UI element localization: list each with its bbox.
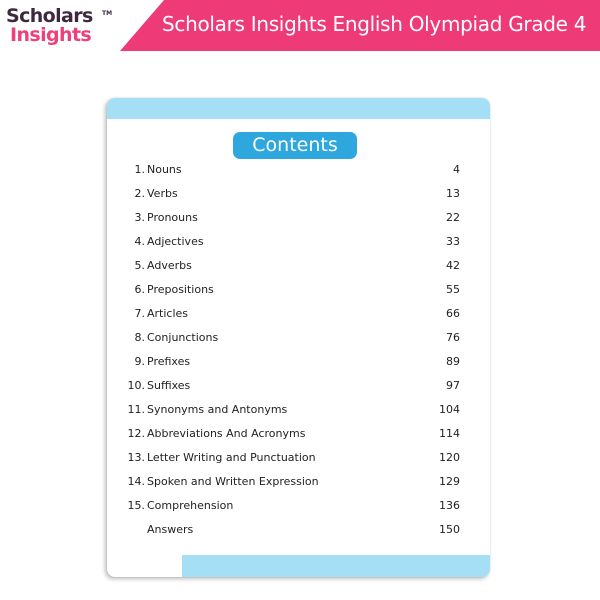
toc-number: 4.: [134, 235, 145, 248]
toc-title: Conjunctions: [147, 331, 219, 344]
toc-row: [107, 159, 490, 181]
logo-word-2-text: Insights: [10, 24, 92, 46]
card-top-stripe: [107, 98, 490, 119]
toc-page: 104: [439, 403, 460, 416]
toc-row: [107, 327, 490, 349]
toc-row: [107, 447, 490, 469]
toc-number: 13.: [127, 451, 145, 464]
toc-number: 8.: [134, 331, 145, 344]
book-title: Scholars Insights English Olympiad Grade 4: [162, 12, 587, 36]
toc-title: Verbs: [147, 187, 178, 200]
toc-number: 2.: [134, 187, 145, 200]
toc-page: 4: [453, 163, 460, 176]
toc-title: Comprehension: [147, 499, 234, 512]
logo-word-1: [6, 6, 93, 26]
toc-row: [107, 399, 490, 421]
toc-title: Abbreviations And Acronyms: [147, 427, 306, 440]
toc-row: [107, 375, 490, 397]
toc-page: 66: [446, 307, 460, 320]
toc-row: [107, 495, 490, 517]
toc-title: Prepositions: [147, 283, 214, 296]
toc-page: 97: [446, 379, 460, 392]
toc-number: 14.: [127, 475, 145, 488]
toc-row: [107, 279, 490, 301]
toc-row: [107, 351, 490, 373]
toc-page: 129: [439, 475, 460, 488]
toc-page: 136: [439, 499, 460, 512]
card-bottom-stripe: [182, 555, 490, 577]
toc-row-answers: [107, 519, 490, 541]
scholars-insights-logo: [6, 6, 116, 50]
toc-title: Synonyms and Antonyms: [147, 403, 288, 416]
toc-page: 33: [446, 235, 460, 248]
toc-title: Adverbs: [147, 259, 192, 272]
toc-number: 5.: [134, 259, 145, 272]
toc-title: Letter Writing and Punctuation: [147, 451, 316, 464]
toc-title: Suffixes: [147, 379, 191, 392]
toc-title: Spoken and Written Expression: [147, 475, 319, 488]
toc-row: [107, 303, 490, 325]
toc-page: 120: [439, 451, 460, 464]
toc-page: 42: [446, 259, 460, 272]
toc-number: 1.: [134, 163, 145, 176]
toc-number: 3.: [134, 211, 145, 224]
toc-page: 150: [439, 523, 460, 536]
contents-heading: Contents: [233, 132, 357, 159]
toc-title: Nouns: [147, 163, 182, 176]
toc-number: 9.: [134, 355, 145, 368]
toc-page: 76: [446, 331, 460, 344]
toc-title: Pronouns: [147, 211, 198, 224]
toc-row: [107, 207, 490, 229]
logo-word-1-text: Scholars: [6, 5, 93, 27]
toc-row: [107, 471, 490, 493]
toc-page: 114: [439, 427, 460, 440]
toc-row: [107, 231, 490, 253]
toc-number: 11.: [127, 403, 145, 416]
trademark-mark: TM: [102, 10, 113, 17]
toc-page: 89: [446, 355, 460, 368]
toc-row: [107, 423, 490, 445]
toc-title: Answers: [147, 523, 194, 536]
logo-word-2: [10, 25, 91, 45]
toc-page: 55: [446, 283, 460, 296]
contents-card: [107, 98, 490, 577]
toc-number: 6.: [134, 283, 145, 296]
toc-row: [107, 255, 490, 277]
top-bar: [0, 0, 600, 52]
toc-title: Prefixes: [147, 355, 191, 368]
toc-title: Adjectives: [147, 235, 204, 248]
toc-page: 22: [446, 211, 460, 224]
toc-number: 15.: [127, 499, 145, 512]
toc-number: 7.: [134, 307, 145, 320]
toc-page: 13: [446, 187, 460, 200]
toc-number: 12.: [127, 427, 145, 440]
toc-title: Articles: [147, 307, 189, 320]
toc-row: [107, 183, 490, 205]
toc-number: 10.: [127, 379, 145, 392]
